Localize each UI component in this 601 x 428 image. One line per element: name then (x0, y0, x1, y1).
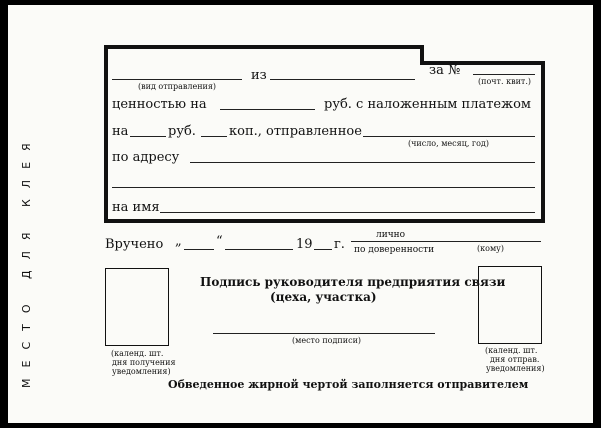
quote-open: „ (175, 234, 182, 249)
address-label: по адресу (112, 150, 180, 165)
address-line-1[interactable] (190, 162, 535, 163)
cod-label: руб. с наложенным платежом (324, 97, 532, 112)
year-suffix: г. (334, 237, 345, 252)
glue-area-text: МЕСТО ДЛЯ КЛЕЯ (20, 132, 33, 388)
cod-kop-line[interactable] (201, 136, 227, 137)
year-line[interactable] (314, 249, 332, 250)
stamp-right-caption-1: (календ. шт. (485, 346, 538, 355)
signature-caption: (место подписи) (292, 336, 362, 345)
receipt-number-line[interactable] (473, 74, 535, 75)
year-prefix: 19 (296, 237, 313, 252)
frame-right (541, 61, 545, 223)
kop-sent-label: коп., отправленное (229, 124, 362, 139)
stamp-left-caption-3: уведомления) (112, 367, 171, 376)
month-line[interactable] (225, 249, 293, 250)
notification-card (8, 5, 593, 423)
recipient-line[interactable] (351, 241, 541, 242)
date-caption: (число, месяц, год) (408, 139, 489, 148)
signature-line[interactable] (213, 333, 435, 334)
receipt-number-label: за № (429, 63, 461, 78)
kind-caption: (вид отправления) (138, 82, 217, 91)
frame-left (104, 45, 108, 223)
cod-amount-label: на (112, 124, 129, 139)
day-line[interactable] (184, 249, 214, 250)
addressee-line[interactable] (160, 212, 535, 213)
frame-bottom (104, 219, 545, 223)
stamp-right-caption-3: уведомления) (486, 364, 545, 373)
from-label: из (251, 68, 267, 83)
stamp-left-caption-1: (календ. шт. (111, 349, 164, 358)
address-line-2[interactable] (112, 187, 535, 188)
receipt-caption: (почт. квит.) (478, 77, 531, 86)
quote-close: “ (216, 234, 223, 249)
kind-line[interactable] (112, 79, 242, 80)
declared-value-label: ценностью на (112, 97, 207, 112)
cod-rub-line[interactable] (130, 136, 166, 137)
footer-note: Обведенное жирной чертой заполняется отправителем (168, 378, 529, 391)
by-proxy-label: по доверенности (354, 245, 435, 255)
sent-date-line[interactable] (363, 136, 535, 137)
to-whom-caption: (кому) (477, 244, 504, 253)
from-line[interactable] (270, 79, 415, 80)
stamp-box-received (105, 268, 169, 346)
delivered-label: Вручено (105, 237, 164, 252)
addressee-label: на имя (112, 200, 160, 215)
stamp-left-caption-2: дня получения (112, 358, 176, 367)
signature-title: Подпись руководителя предприятия связи (200, 275, 506, 289)
signature-subtitle: (цеха, участка) (270, 290, 377, 304)
frame-top-left (104, 45, 424, 49)
stamp-right-caption-2: дня отправ. (490, 355, 540, 364)
declared-value-line[interactable] (220, 109, 315, 110)
rub-label: руб. (168, 124, 196, 139)
personally-label: лично (376, 230, 406, 240)
